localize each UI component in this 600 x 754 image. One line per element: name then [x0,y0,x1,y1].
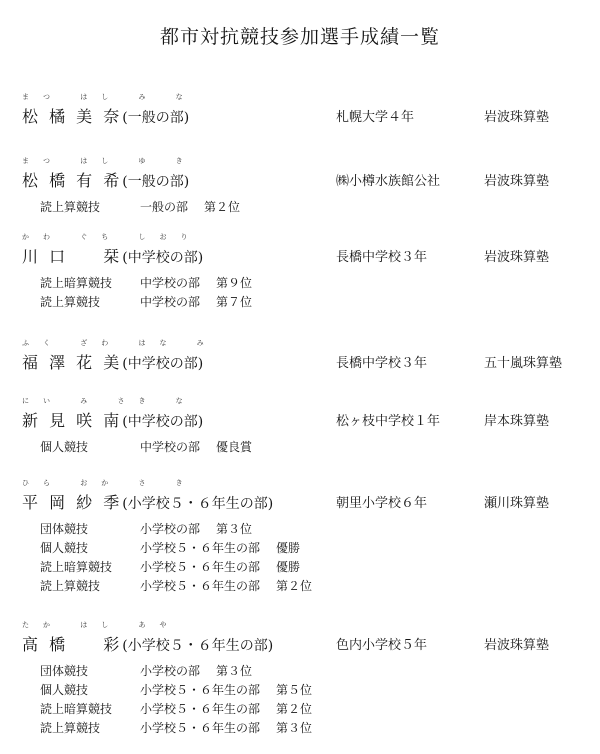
page-title: 都市対抗競技参加選手成績一覧 [159,26,440,48]
placement: 優勝 [276,541,301,555]
event-name: 読上算競技 [40,721,101,735]
results-list [0,520,600,596]
event-name: 読上算競技 [40,579,101,593]
athlete-name [22,632,273,655]
athlete-name-text: 新 見 咲 南 [22,411,123,430]
placement: 優良賞 [216,440,253,454]
entry [0,479,600,596]
event-division: 中学校の部 [140,295,201,309]
division-label: (中学校の部) [122,356,204,372]
athlete-name-text: 川 口 栞 [22,247,123,266]
placement: 第３位 [276,721,313,735]
results-list [0,274,600,312]
school-name: 松ヶ枝中学校１年 [336,414,441,429]
result-row [0,198,600,217]
club-name: 岩波珠算塾 [484,110,550,125]
event-name: 団体競技 [40,522,89,536]
result-row [0,577,600,596]
event-name: 個人競技 [40,683,89,697]
result-row [0,274,600,293]
name-reading: かわ ぐち しおり [22,233,202,241]
name-reading: にい み さき な [22,397,197,405]
placement: 第９位 [216,276,253,290]
club-name: 岸本珠算塾 [484,414,550,429]
event-name: 読上算競技 [40,200,101,214]
name-reading: ふく ざわ はな み [22,339,218,347]
event-division: 小学校５・６年生の部 [140,683,261,697]
entry [0,93,600,126]
athlete-name [22,490,273,513]
school-name: 色内小学校５年 [336,638,428,653]
event-division: 小学校５・６年生の部 [140,721,261,735]
event-name: 団体競技 [40,664,89,678]
event-name: 読上算競技 [40,295,101,309]
result-row [0,558,600,577]
entry-header [0,157,600,190]
division-label: (一般の部) [122,110,190,126]
athlete-name [22,104,189,127]
event-division: 小学校の部 [140,664,201,678]
placement: 第２位 [276,702,313,716]
event-division: 一般の部 [140,200,189,214]
event-division: 小学校５・６年生の部 [140,560,261,574]
school-name: 札幌大学４年 [336,110,415,125]
entry [0,233,600,312]
name-reading: ひら おか さ き [22,479,197,487]
result-row [0,293,600,312]
placement: 第２位 [204,200,241,214]
club-name: 岩波珠算塾 [484,250,550,265]
entry [0,397,600,457]
result-row [0,438,600,457]
name-reading: たか はし あや [22,621,181,629]
entry-header [0,339,600,372]
result-row [0,700,600,719]
results-list [0,438,600,457]
school-name: 朝里小学校６年 [336,496,428,511]
entry [0,339,600,372]
placement: 第２位 [276,579,313,593]
result-row [0,719,600,738]
division-label: (中学校の部) [122,250,204,266]
athlete-name [22,168,189,191]
result-row [0,539,600,558]
club-name: 瀬川珠算塾 [484,496,550,511]
athlete-name-text: 平 岡 紗 季 [22,493,123,512]
division-label: (小学校５・６年生の部) [122,496,274,512]
event-division: 小学校５・６年生の部 [140,579,261,593]
event-name: 読上暗算競技 [40,560,113,574]
result-row [0,520,600,539]
placement: 第５位 [276,683,313,697]
event-division: 小学校５・６年生の部 [140,702,261,716]
athlete-name-text: 松 橋 有 希 [22,171,123,190]
athlete-name [22,244,203,267]
school-name: 長橋中学校３年 [336,250,428,265]
placement: 第７位 [216,295,253,309]
event-division: 小学校５・６年生の部 [140,541,261,555]
placement: 第３位 [216,664,253,678]
entry [0,621,600,738]
entry-header [0,621,600,654]
placement: 優勝 [276,560,301,574]
entry-header [0,479,600,512]
placement: 第３位 [216,522,253,536]
result-row [0,662,600,681]
name-reading: まつ はし ゆ き [22,157,197,165]
event-division: 中学校の部 [140,276,201,290]
athlete-name [22,350,203,373]
athlete-name-text: 高 橋 彩 [22,635,123,654]
event-name: 個人競技 [40,440,89,454]
entry [0,157,600,217]
event-name: 読上暗算競技 [40,276,113,290]
school-name: ㈱小樽水族館公社 [336,174,441,189]
division-label: (小学校５・６年生の部) [122,638,274,654]
club-name: 五十嵐珠算塾 [484,356,563,371]
event-name: 読上暗算競技 [40,702,113,716]
result-row [0,681,600,700]
event-division: 中学校の部 [140,440,201,454]
division-label: (一般の部) [122,174,190,190]
event-name: 個人競技 [40,541,89,555]
results-list [0,662,600,738]
name-reading: まつ はし み な [22,93,197,101]
entry-header [0,93,600,126]
event-division: 小学校の部 [140,522,201,536]
club-name: 岩波珠算塾 [484,638,550,653]
athlete-name-text: 福 澤 花 美 [22,353,123,372]
division-label: (中学校の部) [122,414,204,430]
entry-header [0,233,600,266]
school-name: 長橋中学校３年 [336,356,428,371]
athlete-name-text: 松 橘 美 奈 [22,107,123,126]
athlete-name [22,408,203,431]
results-list [0,198,600,217]
club-name: 岩波珠算塾 [484,174,550,189]
entry-header [0,397,600,430]
